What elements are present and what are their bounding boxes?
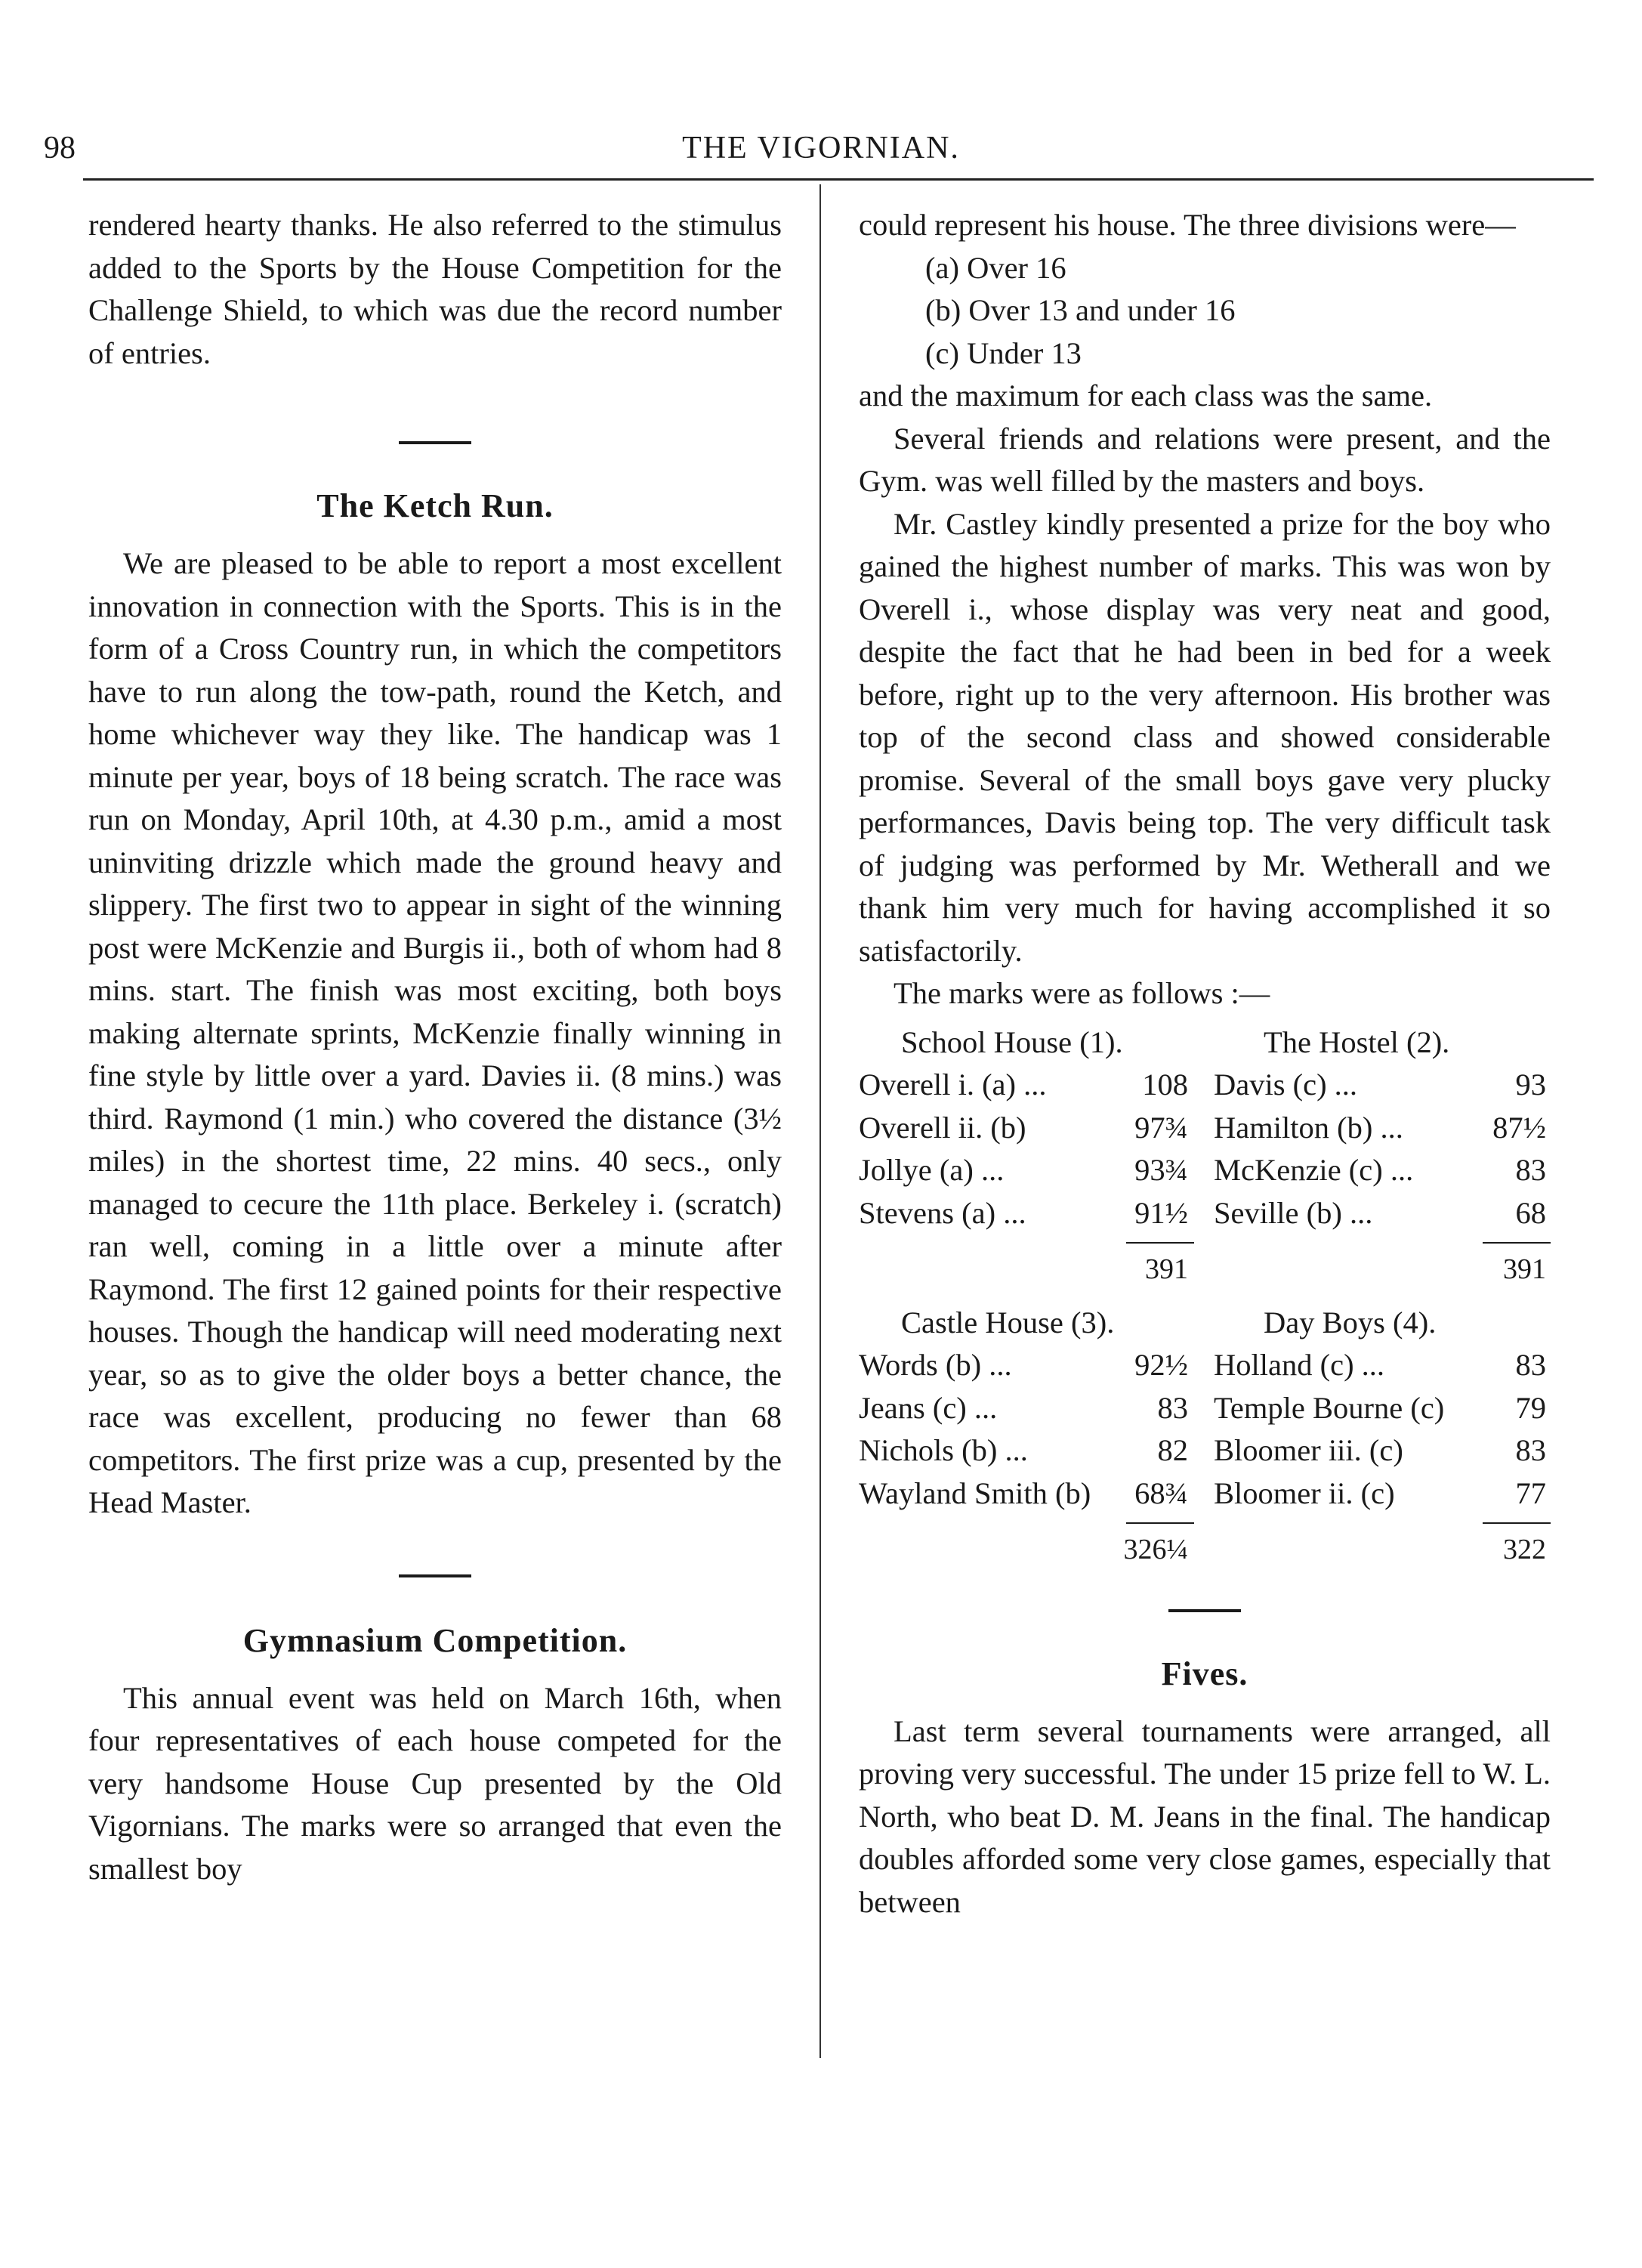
total-rule (1483, 1242, 1551, 1244)
house-title: Castle House (3). (901, 1305, 1115, 1339)
total-rule (1483, 1522, 1551, 1524)
fives-body: Last term several tournaments were arranged, all proving very successful. The under 15 prize fell to W. L. North, who beat D. M. Jeans in the final. The handicap doubles afforded some very close games, especially that between (859, 1713, 1551, 1919)
prize-paragraph: Mr. Castley kindly presented a prize for the boy who gained the highest number of marks. This was won by Overell i., whose display was very neat and good, despite the fact that he had been in bed for a week before, right up to the very afternoon. His brother was top of the second class and showed considerable promise. Several of the small boys gave very plucky performances, Davis being top. The very difficult task of judging was performed by Mr. Wetherall and we thank him very much for having accomplished it so satisfactorily. (859, 506, 1551, 968)
competitor-name: Holland (c) ... (1214, 1348, 1385, 1382)
competitor-name: Temple Bourne (c) (1214, 1390, 1445, 1425)
competitor-name: Overell i. (a) ... (859, 1068, 1047, 1102)
competitor-name: Overell ii. (b) (859, 1110, 1026, 1145)
division-item: (b) Over 13 and under 16 (925, 293, 1236, 327)
score-row (1214, 1387, 1551, 1430)
score-row (1214, 1107, 1551, 1150)
score-row (859, 1344, 1214, 1387)
header-rule (83, 178, 1594, 181)
score-row (1214, 1472, 1551, 1516)
column-divider (819, 184, 821, 2058)
house-hostel (1214, 1021, 1551, 1302)
competitor-name: Bloomer iii. (c) (1214, 1433, 1403, 1467)
competitor-score: 92½ (1134, 1348, 1188, 1382)
ketch-run-heading: The Ketch Run. (316, 487, 554, 524)
house-title: The Hostel (2). (1264, 1024, 1450, 1059)
competitor-score: 83 (1157, 1390, 1188, 1425)
score-row (859, 1429, 1214, 1472)
competitor-name: Words (b) ... (859, 1348, 1012, 1382)
friends-paragraph: Several friends and relations were present, and the Gym. was well filled by the masters and boys. (859, 421, 1551, 498)
division-note: and the maximum for each class was the same. (859, 379, 1433, 413)
score-row (859, 1387, 1214, 1430)
competitor-score: 82 (1157, 1433, 1188, 1467)
competitor-score: 93 (1515, 1068, 1546, 1102)
house-school (859, 1021, 1214, 1302)
total-rule (1126, 1522, 1194, 1524)
division-item: (a) Over 16 (925, 250, 1066, 285)
competitor-score: 83 (1515, 1153, 1546, 1187)
division-list (859, 247, 1551, 375)
ketch-run-body: We are pleased to be able to report a most excellent innovation in connection with the Sports. This is in the form of a Cross Country run, in which the competitors have to run along the tow-path, round the Ketch, and home whichever way they like. The handicap was 1 minute per year, boys of 18 being scratch. The race was run on Monday, April 10th, at 4.30 p.m., amid a most uninviting drizzle which made the ground heavy and slippery. The first two to appear in sight of the winning post were McKenzie and Burgis ii., both of whom had 8 mins. start. The finish was most exciting, both boys making alternate sprints, McKenzie finally winning in fine style by little over a yard. Davies ii. (8 mins.) was third. Raymond (1 min.) who covered the distance (3½ miles) in the shortest time, 22 mins. 40 secs., only managed to cecure the 11th place. Berkeley i. (scratch) ran well, coming in a little over a minute after Raymond. The first 12 gained points for their respective houses. Though the handicap will need moderating next year, so as to give the older boys a better chance, the race was excellent, producing no fewer than 68 competitors. The first prize was a cup, presented by the Head Master. (88, 546, 782, 1519)
gymnasium-continued: could represent his house. The three divisions were— (859, 208, 1516, 242)
competitor-score: 79 (1515, 1390, 1546, 1425)
competitor-score: 91½ (1134, 1195, 1188, 1230)
gymnasium-heading: Gymnasium Competition. (242, 1621, 628, 1659)
house-title: School House (1). (901, 1024, 1123, 1059)
marks-intro: The marks were as follows :— (894, 976, 1270, 1010)
house-total: 322 (1503, 1534, 1546, 1565)
competitor-score: 68 (1515, 1195, 1546, 1230)
page-number: 98 (44, 131, 76, 165)
house-total: 391 (1503, 1253, 1546, 1285)
competitor-name: Nichols (b) ... (859, 1433, 1028, 1467)
competitor-score: 83 (1515, 1433, 1546, 1467)
house-total: 326¼ (1123, 1534, 1188, 1565)
fives-heading: Fives. (1161, 1655, 1248, 1692)
total-rule (1126, 1242, 1194, 1244)
competitor-score: 93¾ (1134, 1153, 1188, 1187)
competitor-name: Jollye (a) ... (859, 1153, 1005, 1187)
division-item: (c) Under 13 (925, 335, 1082, 370)
competitor-name: Seville (b) ... (1214, 1195, 1373, 1230)
competitor-name: McKenzie (c) ... (1214, 1153, 1414, 1187)
score-row (1214, 1192, 1551, 1235)
score-row (859, 1064, 1214, 1107)
house-total: 391 (1145, 1253, 1188, 1285)
house-day-boys (1214, 1302, 1551, 1582)
competitor-name: Wayland Smith (b) (859, 1475, 1091, 1510)
section-rule (399, 1574, 471, 1577)
house-castle (859, 1302, 1214, 1582)
intro-paragraph: rendered hearty thanks. He also referred to the stimulus added to the Sports by the House Competition for the Challenge Shield, to which was due the record number of entries. (88, 208, 782, 370)
competitor-score: 97¾ (1134, 1110, 1188, 1145)
competitor-score: 77 (1515, 1475, 1546, 1510)
gymnasium-body: This annual event was held on March 16th, when four representatives of each house competed for the very handsome House Cup presented by the Old Vigornians. The marks were so arranged that even the smallest boy (88, 1680, 782, 1886)
score-row (1214, 1064, 1551, 1107)
marks-table (859, 1021, 1551, 1582)
score-row (1214, 1429, 1551, 1472)
section-rule (399, 441, 471, 444)
left-column (88, 204, 782, 1890)
score-row (859, 1149, 1214, 1192)
competitor-score: 108 (1142, 1068, 1188, 1102)
competitor-score: 68¾ (1134, 1475, 1188, 1510)
competitor-score: 83 (1515, 1348, 1546, 1382)
score-row (859, 1107, 1214, 1150)
competitor-name: Davis (c) ... (1214, 1068, 1358, 1102)
right-column (859, 204, 1551, 1923)
section-rule (1168, 1609, 1241, 1612)
running-head: THE VIGORNIAN. (682, 131, 960, 165)
score-row (859, 1192, 1214, 1235)
score-row (1214, 1344, 1551, 1387)
house-title: Day Boys (4). (1264, 1305, 1437, 1339)
score-row (859, 1472, 1214, 1516)
competitor-name: Bloomer ii. (c) (1214, 1475, 1395, 1510)
competitor-name: Stevens (a) ... (859, 1195, 1026, 1230)
competitor-name: Hamilton (b) ... (1214, 1110, 1403, 1145)
competitor-name: Jeans (c) ... (859, 1390, 998, 1425)
competitor-score: 87½ (1492, 1110, 1546, 1145)
score-row (1214, 1149, 1551, 1192)
